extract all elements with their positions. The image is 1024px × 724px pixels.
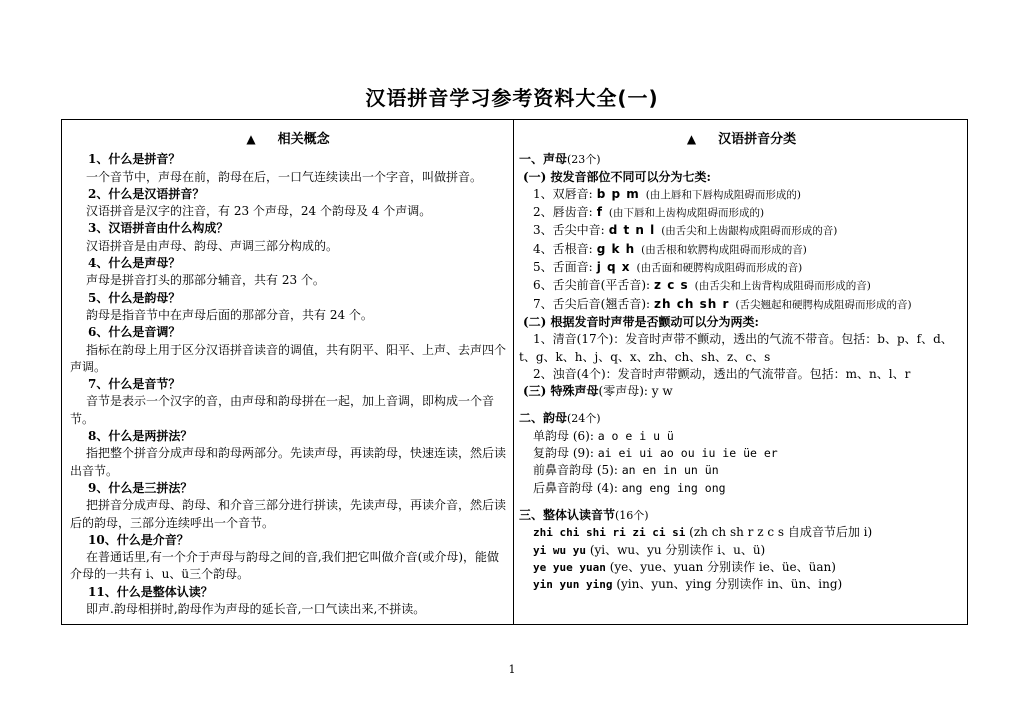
concept-item (70, 376, 506, 428)
list-item: 3、舌尖中音: d t n l (由舌尖和上齿龈构成阻碍而形成的音) (533, 223, 838, 238)
concept-item (70, 255, 506, 290)
concept-answer: 指标在韵母上用于区分汉语拼音读音的调值，共有阴平、阳平、上声、去声四个声调。 (70, 342, 506, 374)
concepts-column (70, 120, 506, 624)
list-item: 5、舌面音: j q x (由舌面和硬腭构成阻碍而形成的音) (533, 260, 803, 275)
concept-item (70, 220, 506, 255)
concept-answer: 汉语拼音是由声母、韵母、声调三部分构成的。 (86, 238, 339, 253)
zhengti-row: zhi chi shi ri zi ci si (zh ch sh r z c s 自成音节后加 i) (533, 525, 873, 540)
concept-answer: 韵母是指音节中在声母后面的那部分音，共有 24 个。 (86, 307, 373, 322)
concept-answer: 一个音节中，声母在前，韵母在后，一口气连续读出一个字音，叫做拼音。 (86, 169, 483, 184)
special-initials: (三) 特殊声母(零声母): y w (523, 384, 673, 399)
zhengti-row: ye yue yuan (ye、yue、yuan 分别读作 ie、üe、üan) (533, 559, 836, 574)
concept-item (70, 532, 506, 584)
list-item: 6、舌尖前音(平舌音): z c s (由舌尖和上齿背构成阻碍而形成的音) (533, 278, 871, 293)
concepts-header-label: 相关概念 (277, 132, 330, 147)
concept-answer: 即声.韵母相拼时,韵母作为声母的延长音,一口气读出来,不拼读。 (86, 602, 426, 617)
yunmu-row: 后鼻音韵母 (4): ang eng ing ong (533, 480, 726, 495)
concept-question: 3、汉语拼音由什么构成？ (88, 221, 229, 236)
concept-answer: 在普通话里,有一个介于声母与韵母之间的音,我们把它叫做介音(或介母)，能做介母的一共有 i、u、ü三个韵母。 (70, 550, 499, 582)
concept-item (70, 584, 506, 619)
concept-item (70, 186, 506, 221)
concept-item (70, 480, 506, 532)
zhengti-title: 三、整体认读音节(16个) (519, 507, 649, 522)
shengmu-title: 一、声母(23个) (519, 152, 601, 167)
concepts-header (70, 131, 506, 148)
yunmu-row: 单韵母 (6): a o e i u ü (533, 428, 674, 443)
yunmu-title: 二、韵母(24个) (519, 411, 601, 426)
list-item: 7、舌尖后音(翘舌音): zh ch sh r (舌尖翘起和硬腭构成阻碍而形成的音) (533, 296, 912, 311)
zhengti-row: yin yun ying (yin、yun、ying 分别读作 in、ün、ing) (533, 577, 843, 592)
content-table (61, 119, 968, 625)
concept-item (70, 290, 506, 325)
concept-question: 6、什么是音调？ (88, 325, 181, 340)
page-number: 1 (508, 663, 516, 676)
voiceless-paragraph: 1、清音(17个)：发音时声带不颤动，透出的气流不带音。包括：b、p、f、d、t、g、k、h、j、q、x、zh、ch、sh、z、c、s (519, 332, 953, 364)
concept-answer: 汉语拼音是汉字的注音，有 23 个声母，24 个韵母及 4 个声调。 (86, 204, 432, 219)
concept-item (70, 324, 506, 376)
list-item: 1、双唇音: b p m (由上唇和下唇构成阻碍而形成的) (533, 186, 801, 201)
concept-item (70, 428, 506, 480)
concept-question: 2、什么是汉语拼音？ (88, 186, 205, 201)
shengmu-place-subtitle: (一) 按发音部位不同可以分为七类: (523, 169, 711, 184)
concept-question: 4、什么是声母？ (88, 256, 181, 271)
concept-answer: 指把整个拼音分成声母和韵母两部分。先读声母，再读韵母，快速连读，然后读出音节。 (70, 446, 506, 478)
triangle-icon: ▲ (686, 132, 697, 146)
list-item: 2、唇齿音: f (由下唇和上齿构成阻碍而形成的) (533, 205, 765, 220)
concept-answer: 把拼音分成声母、韵母、和介音三部分进行拼读，先读声母，再读介音，然后读后的韵母，三部分连续呼出一个音节。 (70, 498, 506, 530)
concept-question: 7、什么是音节？ (88, 377, 181, 392)
classification-column (519, 120, 964, 624)
concept-question: 9、什么是三拼法？ (88, 480, 193, 495)
concept-question: 8、什么是两拼法？ (88, 429, 193, 444)
page-title: 汉语拼音学习参考资料大全(一) (365, 86, 659, 110)
concept-item (70, 151, 506, 186)
list-item: 4、舌根音: g k h (由舌根和软腭构成阻碍而形成的音) (533, 241, 807, 256)
classification-header-label: 汉语拼音分类 (718, 132, 797, 147)
concept-question: 1、什么是拼音？ (88, 152, 181, 167)
concept-answer: 音节是表示一个汉字的音，由声母和韵母拼在一起，加上音调，即构成一个音节。 (70, 394, 495, 426)
yunmu-row: 前鼻音韵母 (5): an en in un ün (533, 463, 719, 478)
concept-question: 5、什么是韵母？ (88, 290, 181, 305)
classification-header (519, 131, 964, 148)
column-divider (513, 120, 514, 624)
voiced-paragraph: 2、浊音(4个)：发音时声带颤动，透出的气流带音。包括：m、n、l、r (533, 366, 911, 381)
yunmu-row: 复韵母 (9): ai ei ui ao ou iu ie üe er (533, 446, 778, 461)
concept-question: 10、什么是介音？ (88, 532, 189, 547)
concept-question: 11、什么是整体认读？ (88, 584, 213, 599)
shengmu-vibration-subtitle: (二) 根据发音时声带是否颤动可以分为两类: (523, 314, 759, 329)
concept-answer: 声母是拼音打头的那部分辅音，共有 23 个。 (86, 273, 325, 288)
zhengti-row: yi wu yu (yi、wu、yu 分别读作 i、u、ü) (533, 542, 766, 557)
triangle-icon: ▲ (246, 132, 256, 146)
